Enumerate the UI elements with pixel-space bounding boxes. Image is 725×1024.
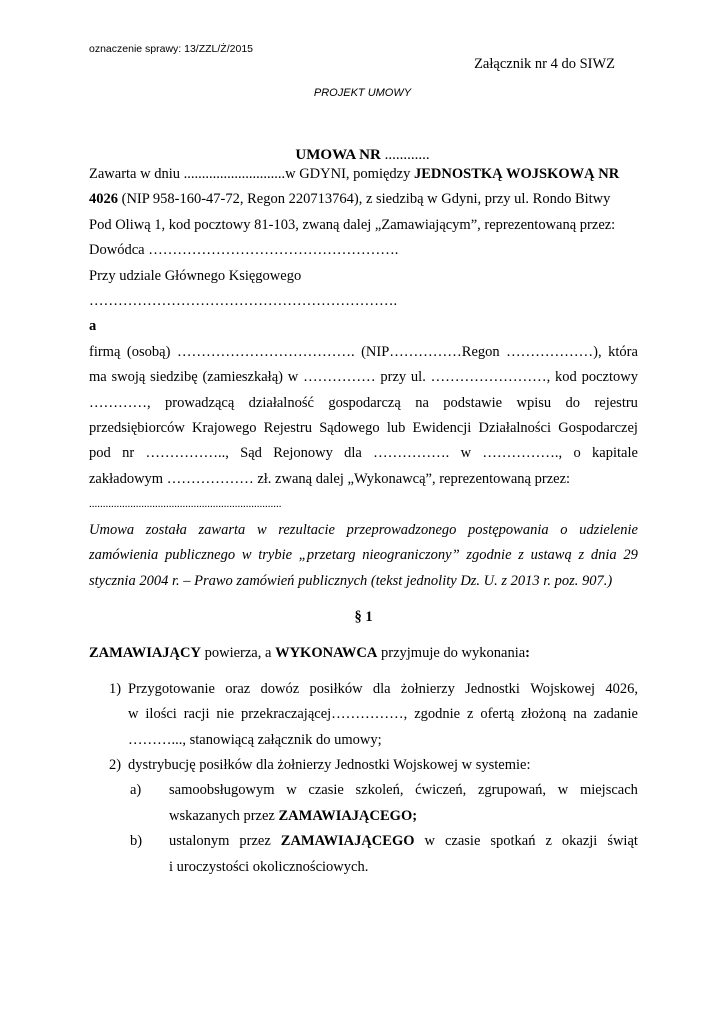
- word: przez: [239, 833, 271, 850]
- item-1-line-3: ………..., stanowiącą załącznik do umowy;: [128, 731, 382, 748]
- word: zgodnie: [414, 706, 461, 723]
- contractor-line-3: [89, 391, 638, 416]
- word: złożoną: [521, 706, 567, 723]
- intro-line-5: Przy udziale Głównego Księgowego: [89, 267, 302, 284]
- word: gospodarczą: [328, 394, 401, 411]
- word: z: [467, 706, 474, 723]
- word: Przygotowanie: [128, 680, 215, 697]
- word: ul.: [410, 369, 426, 386]
- word: Umowa: [89, 521, 135, 538]
- word: …………….,: [482, 445, 563, 462]
- word: lub: [386, 420, 406, 437]
- list-item: [89, 677, 638, 753]
- intro-line-6: ……………………………………………………….: [89, 293, 398, 310]
- word: Rejonowy: [273, 445, 333, 462]
- contract-number-placeholder: ............: [384, 147, 430, 163]
- word: spotkań: [490, 833, 536, 850]
- word: została: [145, 521, 187, 538]
- word: działalność: [248, 394, 314, 411]
- word: ofertą: [480, 706, 515, 723]
- word: ……………………………….: [176, 343, 355, 360]
- conjunction-a: a: [89, 318, 97, 335]
- word: Działalności: [478, 420, 552, 437]
- word: z: [545, 833, 552, 850]
- list-item-text: [128, 753, 638, 778]
- sub-item-letter: b): [130, 833, 143, 850]
- word: zadanie: [593, 706, 638, 723]
- contractor-line-6: zakładowym ……………… zł. zwaną dalej „Wykonawcą”, reprezentowaną przez:: [89, 470, 571, 487]
- sub-a-line-1: [169, 778, 638, 803]
- word: firmą: [89, 343, 121, 360]
- word: samoobsługowym: [169, 782, 275, 799]
- word: Ewidencji: [412, 420, 472, 437]
- list-item-number: 1): [109, 680, 122, 697]
- word: żołnierzy: [400, 680, 455, 697]
- word: pocztowy: [581, 369, 638, 386]
- basis-line-1: [89, 518, 638, 543]
- word: przy: [380, 369, 407, 386]
- word: w: [460, 445, 472, 462]
- word: ……………..,: [145, 445, 229, 462]
- word: ćwiczeń,: [415, 782, 467, 799]
- word: swoją: [111, 369, 146, 386]
- word: która: [608, 343, 638, 360]
- word: nr: [122, 445, 135, 462]
- intro-line-1: Zawarta w dniu ............................w GDYNI, pomiędzy JEDNOSTKĄ WOJSKOWĄ NR: [89, 166, 620, 182]
- section-1-list: [89, 677, 638, 880]
- word: ustawą: [530, 547, 572, 564]
- contract-body: [89, 162, 638, 880]
- sub-item-text: [169, 829, 638, 880]
- word: miejscach: [579, 782, 638, 799]
- word: Rejestru: [263, 420, 312, 437]
- word: zgodnie: [466, 547, 512, 564]
- word: kapitale: [592, 445, 638, 462]
- sub-item-text: [169, 778, 638, 829]
- contractor-representative-placeholder: ......................................................................: [89, 498, 282, 511]
- sub-b-line-2: i uroczystości okolicznościowych.: [169, 858, 369, 875]
- word: przekraczającej……………,: [241, 706, 408, 723]
- section-1-sign: § 1: [354, 608, 373, 625]
- word: w: [287, 369, 299, 386]
- word: zgrupowań,: [478, 782, 547, 799]
- word: do: [565, 394, 581, 411]
- word: dnia: [590, 547, 617, 564]
- word: o: [573, 445, 581, 462]
- word: 29: [623, 547, 638, 564]
- item-1-line-2: [128, 702, 638, 727]
- word: …………,: [89, 394, 151, 411]
- word: publicznego: [165, 547, 236, 564]
- word: udzielenie: [579, 521, 638, 538]
- word: w: [128, 706, 139, 723]
- word: dowóz: [260, 680, 300, 697]
- word: w: [286, 782, 297, 799]
- contractor-line-5: [89, 441, 638, 466]
- word: dla: [344, 445, 362, 462]
- word: …………….: [373, 445, 450, 462]
- word: przedsiębiorców: [89, 420, 185, 437]
- word: przeprowadzonego: [346, 521, 457, 538]
- word: w: [557, 782, 569, 799]
- word: nieograniczony”: [362, 547, 460, 564]
- word: ……………: [303, 369, 376, 386]
- word: 4026,: [605, 680, 638, 697]
- word: Jednostki: [465, 680, 520, 697]
- case-reference: oznaczenie sprawy: 13/ZZL/Ż/2015: [89, 43, 254, 55]
- sub-a-line-2: wskazanych przez ZAMAWIAJĄCEGO;: [169, 807, 418, 824]
- word: na: [415, 394, 429, 411]
- word: okazji: [561, 833, 598, 850]
- contractor-line-1: [89, 340, 638, 365]
- word: „przetarg: [298, 547, 356, 564]
- word: ma: [89, 369, 107, 386]
- word: ZAMAWIAJĄCEGO: [280, 833, 415, 850]
- list-item: [89, 753, 638, 778]
- word: rezultacie: [278, 521, 335, 538]
- word: Sądowego: [319, 420, 380, 437]
- word: zawarta: [198, 521, 246, 538]
- word: w: [241, 547, 252, 564]
- attachment-label: Załącznik nr 4 do SIWZ: [474, 56, 615, 72]
- sub-b-line-1: [169, 829, 638, 854]
- word: świąt: [607, 833, 638, 850]
- word: wpisu: [516, 394, 552, 411]
- word: siedzibę: [150, 369, 198, 386]
- word: oraz: [225, 680, 251, 697]
- word: czasie: [444, 833, 481, 850]
- word: (osobą): [126, 343, 171, 360]
- project-title: PROJEKT UMOWY: [313, 87, 412, 99]
- word: Sąd: [240, 445, 262, 462]
- word: dla: [372, 680, 391, 697]
- word: (zamieszkałą): [202, 369, 283, 386]
- word: z: [578, 547, 585, 564]
- word: szkoleń,: [355, 782, 404, 799]
- list-item-text: [128, 677, 638, 753]
- contractor-line-4: [89, 416, 638, 441]
- word: prowadzącą: [165, 394, 235, 411]
- word: rejestru: [594, 394, 638, 411]
- basis-line-3: stycznia 2004 r. – Prawo zamówień publicznych (tekst jednolity Dz. U. z 2013 r. poz. 907.): [89, 572, 613, 589]
- word: Gospodarczej: [558, 420, 638, 437]
- word: o: [560, 521, 568, 538]
- list-item-number: 2): [109, 756, 122, 773]
- contract-heading-label: UMOWA NR: [295, 147, 381, 163]
- sub-list-item: [128, 829, 638, 880]
- intro-line-4: Dowódca …………………………………………….: [89, 242, 399, 259]
- word: trybie: [258, 547, 293, 564]
- word: zamówienia: [89, 547, 159, 564]
- contractor-line-2: [89, 365, 638, 390]
- sub-list-item: [128, 778, 638, 829]
- word: z: [518, 547, 524, 564]
- word: (NIP……………Regon: [361, 343, 500, 360]
- basis-line-2: [89, 543, 638, 568]
- item-1-line-1: [128, 677, 638, 702]
- word: pod: [89, 445, 111, 462]
- word: Wojskowej: [530, 680, 596, 697]
- word: ilości: [145, 706, 177, 723]
- word: ………………),: [506, 343, 602, 360]
- word: na: [573, 706, 587, 723]
- intro-line-2: 4026 (NIP 958-160-47-72, Regon 220713764), z siedzibą w Gdyni, przy ul. Rondo Bitwy: [89, 191, 611, 208]
- word: postępowania: [468, 521, 549, 538]
- word: racji: [183, 706, 210, 723]
- item-2-line-1: dystrybucję posiłków dla żołnierzy Jednostki Wojskowej w systemie:: [128, 756, 531, 773]
- word: ustalonym: [169, 833, 230, 850]
- word: czasie: [308, 782, 344, 799]
- word: w: [424, 833, 435, 850]
- section-1-intro: ZAMAWIAJĄCY powierza, a WYKONAWCA przyjmuje do wykonania:: [89, 645, 531, 662]
- word: ……………………,: [430, 369, 551, 386]
- word: podstawie: [443, 394, 503, 411]
- word: nie: [216, 706, 235, 723]
- word: kod: [555, 369, 577, 386]
- word: w: [256, 521, 267, 538]
- intro-line-3: Pod Oliwą 1, kod pocztowy 81-103, zwaną dalej „Zamawiającym”, reprezentowaną przez:: [89, 216, 616, 233]
- word: posiłków: [309, 680, 363, 697]
- sub-item-letter: a): [130, 782, 142, 799]
- word: Krajowego: [192, 420, 257, 437]
